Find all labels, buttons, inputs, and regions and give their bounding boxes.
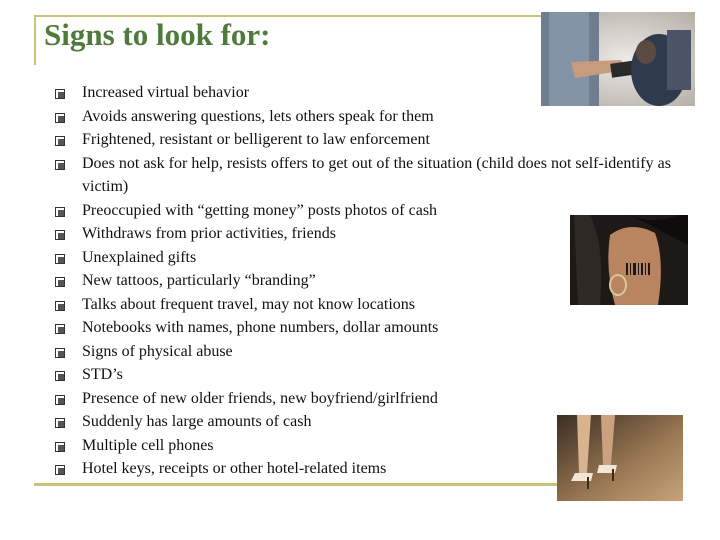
barcode-tattoo-photo [570, 215, 688, 305]
list-item [55, 316, 695, 340]
square-bullet-icon [55, 371, 65, 381]
list-item-text: Avoids answering questions, lets others speak for them [82, 107, 434, 125]
square-bullet-icon [55, 395, 65, 405]
list-item-text: Signs of physical abuse [82, 342, 233, 360]
list-item-text: Notebooks with names, phone numbers, dollar amounts [82, 319, 439, 336]
square-bullet-icon [55, 277, 65, 287]
bottom-divider [34, 483, 594, 486]
list-item-text: New tattoos, particularly “branding” [82, 272, 316, 289]
square-bullet-icon [55, 136, 65, 146]
list-item [55, 128, 695, 152]
list-item-text: Withdraws from prior activities, friends [82, 225, 336, 242]
square-bullet-icon [55, 465, 65, 475]
list-item [55, 105, 695, 129]
list-item-text: STD’s [82, 366, 123, 383]
square-bullet-icon [55, 89, 65, 99]
list-item-text: Increased virtual behavior [82, 84, 250, 101]
slide-title: Signs to look for: [44, 17, 271, 52]
title-frame-left [34, 15, 36, 65]
list-item-text: Unexplained gifts [82, 248, 197, 266]
list-item-text: Multiple cell phones [82, 436, 214, 454]
list-item-text: Talks about frequent travel, may not know locations [82, 295, 416, 313]
square-bullet-icon [55, 230, 65, 240]
square-bullet-icon [55, 301, 65, 311]
list-item-text: Suddenly has large amounts of cash [82, 413, 312, 430]
list-item [55, 387, 695, 411]
high-heels-photo [557, 415, 683, 501]
list-item-text: Hotel keys, receipts or other hotel-related items [82, 460, 387, 477]
square-bullet-icon [55, 324, 65, 334]
square-bullet-icon [55, 418, 65, 428]
money-exchange-photo [541, 12, 695, 106]
list-item [55, 363, 695, 387]
square-bullet-icon [55, 254, 65, 264]
list-item-text: Does not ask for help, resists offers to get out of the situation (child does not self-identify as victim) [82, 154, 671, 195]
square-bullet-icon [55, 348, 65, 358]
square-bullet-icon [55, 160, 65, 170]
square-bullet-icon [55, 113, 65, 123]
square-bullet-icon [55, 207, 65, 217]
list-item-text: Frightened, resistant or belligerent to law enforcement [82, 131, 430, 148]
list-item [55, 152, 695, 199]
square-bullet-icon [55, 442, 65, 452]
list-item [55, 340, 695, 364]
list-item-text: Preoccupied with “getting money” posts photos of cash [82, 201, 438, 219]
list-item-text: Presence of new older friends, new boyfriend/girlfriend [82, 389, 438, 407]
